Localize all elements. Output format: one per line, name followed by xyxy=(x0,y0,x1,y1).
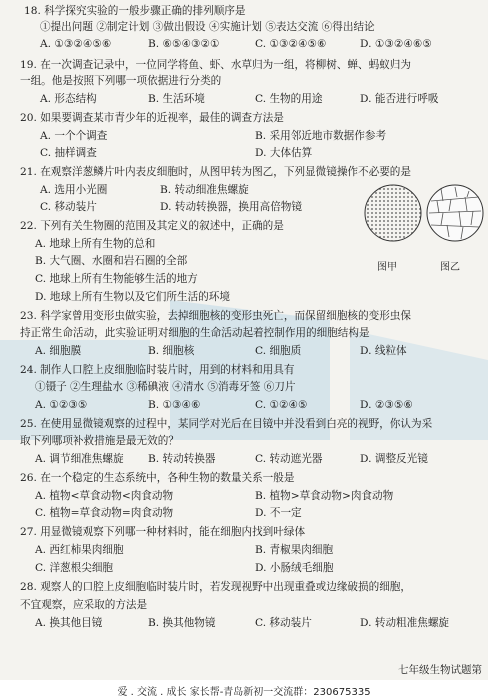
q18-stem-line-2: ①提出问题 ②制定计划 ③做出假设 ④实施计划 ⑤表达交流 ⑥得出结论 xyxy=(40,21,375,33)
q28-stem-line-1: 28. 观察人的口腔上皮细胞临时装片时，若发现视野中出现重叠或边缘破损的细胞， xyxy=(20,581,411,593)
q28-option-a: A. 换其他目镜 xyxy=(35,617,103,629)
q19-option-d: D. 能否进行呼吸 xyxy=(360,93,439,105)
q24-stem-line-2: ①镊子 ②生理盐水 ③稀碘液 ④清水 ⑤消毒牙签 ⑥刀片 xyxy=(35,381,296,393)
q21-stem: 21. 在观察洋葱鳞片叶内表皮细胞时，从图甲转为图乙，下列显微镜操作不必要的是 xyxy=(20,166,411,178)
q19-stem-line-1: 19. 在一次调查记录中，一位同学将鱼、虾、水草归为一组，将柳树、蝉、蚂蚁归为 xyxy=(20,59,411,71)
q19-stem-line-2: 一组。他是按照下列哪一项依据进行分类的 xyxy=(20,75,222,87)
q18-stem-line-1: 18. 科学探究实验的一般步骤正确的排列顺序是 xyxy=(24,5,246,17)
q26-stem: 26. 在一个稳定的生态系统中，各种生物的数量关系一般是 xyxy=(20,472,295,484)
q23-option-b: B. 细胞核 xyxy=(148,345,195,357)
q20-option-b: B. 采用邻近地市数据作参考 xyxy=(255,130,387,142)
q18-option-d: D. ①③②④⑥⑤ xyxy=(360,38,432,50)
q27-option-b: B. 青椒果肉细胞 xyxy=(255,544,334,556)
q23-option-d: D. 线粒体 xyxy=(360,345,407,357)
q22-option-c: C. 地球上所有生物能够生活的地方 xyxy=(35,273,198,285)
q24-option-b: B. ①③④⑥ xyxy=(148,399,201,411)
q26-option-d: D. 不一定 xyxy=(255,507,302,519)
q26-option-c: C. 植物=草食动物=肉食动物 xyxy=(35,507,174,519)
q27-option-c: C. 洋葱根尖细胞 xyxy=(35,562,114,574)
q23-stem-line-1: 23. 科学家曾用变形虫做实验，去掉细胞核的变形虫死亡，而保留细胞核的变形虫保 xyxy=(20,310,411,322)
q18-option-b: B. ⑥⑤④③②① xyxy=(148,38,220,50)
q20-option-d: D. 大体估算 xyxy=(255,147,313,159)
footer-banner-text: 爱 . 交流 . 成长 家长帮-青岛新初一交流群：230675335 xyxy=(117,687,371,698)
footer-banner xyxy=(0,680,488,700)
figure-yi-label: 图乙 xyxy=(440,262,460,273)
q28-option-c: C. 移动装片 xyxy=(255,617,312,629)
q19-option-a: A. 形态结构 xyxy=(40,93,97,105)
q21-option-c: C. 移动装片 xyxy=(40,201,97,213)
q21-option-a: A. 选用小光圈 xyxy=(40,184,108,196)
q24-option-a: A. ①②③⑤ xyxy=(35,399,88,411)
q28-option-b: B. 换其他物镜 xyxy=(148,617,216,629)
figure-yi-micrograph xyxy=(425,183,485,243)
q27-option-d: D. 小肠绒毛细胞 xyxy=(255,562,334,574)
q26-option-b: B. 植物>草食动物>肉食动物 xyxy=(255,490,394,502)
q20-option-a: A. 一个个调查 xyxy=(40,130,108,142)
q25-option-d: D. 调整反光镜 xyxy=(360,453,428,465)
q21-option-b: B. 转动细准焦螺旋 xyxy=(160,184,249,196)
page-footer-label: 七年级生物试题第 xyxy=(398,664,482,676)
q24-option-d: D. ②③⑤⑥ xyxy=(360,399,413,411)
q27-option-a: A. 西红柿果肉细胞 xyxy=(35,544,124,556)
q25-stem-line-1: 25. 在使用显微镜观察的过程中，某同学对光后在目镜中并没看到白亮的视野，你认为采 xyxy=(20,418,433,430)
q26-option-a: A. 植物<草食动物<肉食动物 xyxy=(35,490,174,502)
q27-stem: 27. 用显微镜观察下列哪一种材料时，能在细胞内找到叶绿体 xyxy=(20,526,306,538)
q28-option-d: D. 转动粗准焦螺旋 xyxy=(360,617,450,629)
q19-option-c: C. 生物的用途 xyxy=(255,93,323,105)
q23-option-c: C. 细胞质 xyxy=(255,345,302,357)
q23-option-a: A. 细胞膜 xyxy=(35,345,82,357)
q23-stem-line-2: 持正常生命活动，此实验证明对细胞的生命活动起着控制作用的细胞结构是 xyxy=(20,327,370,339)
q18-option-a: A. ①③②④⑤⑥ xyxy=(40,38,112,50)
q20-stem: 20. 如果要调查某市青少年的近视率，最佳的调查方法是 xyxy=(20,112,284,124)
q25-option-c: C. 转动遮光器 xyxy=(255,453,323,465)
q18-option-c: C. ①③②④⑤⑥ xyxy=(255,38,327,50)
q22-option-a: A. 地球上所有生物的总和 xyxy=(35,238,156,250)
q21-option-d: D. 转动转换器，换用高倍物镜 xyxy=(160,201,302,213)
q22-stem: 22. 下列有关生物圈的范围及其定义的叙述中，正确的是 xyxy=(20,220,284,232)
q28-stem-line-2: 不宜观察，应采取的方法是 xyxy=(20,599,148,611)
q25-option-a: A. 调节细准焦螺旋 xyxy=(35,453,124,465)
q25-option-b: B. 转动转换器 xyxy=(148,453,216,465)
q22-option-b: B. 大气圈、水圈和岩石圈的全部 xyxy=(35,255,188,267)
q24-option-c: C. ①②④⑤ xyxy=(255,399,308,411)
figure-jia-micrograph xyxy=(362,183,424,243)
figure-jia-label: 图甲 xyxy=(377,262,397,273)
q20-option-c: C. 抽样调查 xyxy=(40,147,97,159)
q24-stem-line-1: 24. 制作人口腔上皮细胞临时装片时，用到的材料和用具有 xyxy=(20,364,295,376)
q22-option-d: D. 地球上所有生物以及它们所生活的环境 xyxy=(35,291,230,303)
q19-option-b: B. 生活环境 xyxy=(148,93,205,105)
q25-stem-line-2: 取下列哪项补救措施是最无效的？ xyxy=(20,435,179,447)
